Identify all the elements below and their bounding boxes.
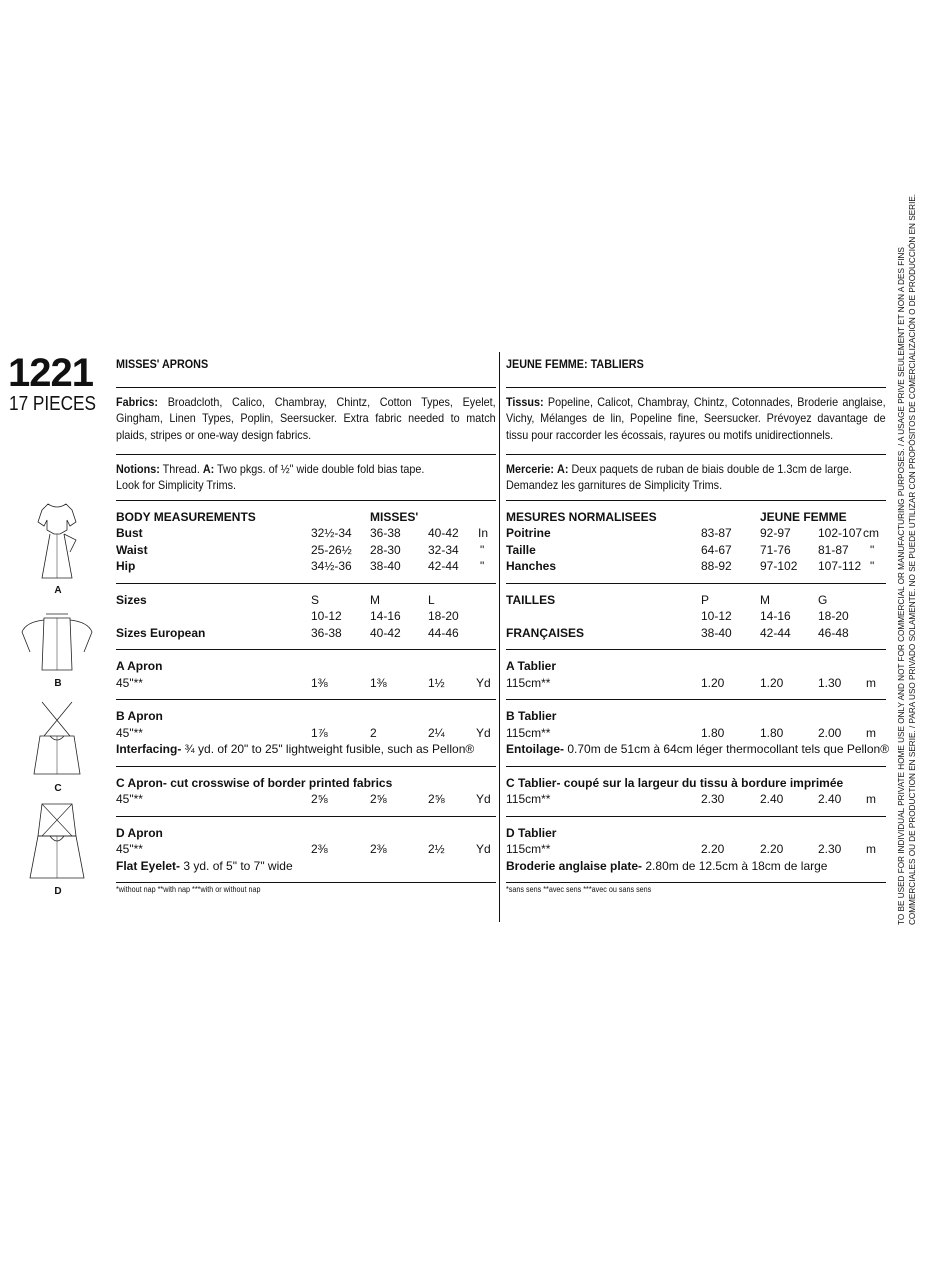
notions-line2: Demandez les garnitures de Simplicity Trims.	[506, 478, 723, 492]
notions-fr	[506, 455, 886, 500]
apron-b-fr: B Tablier 115cm** 1.80 1.80 2.00 m Entoilage- 0.70m de 51cm à 64cm léger thermocollant tels que Pellon®	[506, 709, 890, 756]
measure-row: Taille 64-67 71-76 81-87 "	[506, 542, 875, 557]
fabrics-en	[116, 388, 496, 454]
sizes-label: Sizes	[116, 592, 147, 607]
legal-line-1: TO BE USED FOR INDIVIDUAL PRIVATE HOME USE ONLY AND NOT FOR COMMERCIAL OR MANUFACTURING PURPOSES. / A USAGE PRIVE SEULEMENT ET NON A DES FINS	[897, 247, 906, 925]
measure-row: Hanches 88-92 97-102 107-112 "	[506, 559, 875, 573]
view-c-drawing	[20, 700, 95, 780]
footnote-fr: *sans sens **avec sens ***avec ou sans sens	[506, 885, 652, 894]
sizes-fr: TAILLES P M G 10-12 14-16 18-20 FRANÇAISES 38-40 42-44 46-48	[506, 592, 849, 640]
sizes-en: Sizes S M L 10-12 14-16 18-20 Sizes European 36-38 40-42 44-46	[116, 592, 459, 640]
notions-label: Mercerie:	[506, 461, 555, 476]
apron-c-en: C Apron- cut crosswise of border printed fabrics 45"** 2⅝ 2⅝ 2⅝ Yd	[116, 775, 491, 806]
view-b-drawing	[20, 612, 95, 674]
measure-row: Poitrine 83-87 92-97 102-107 cm	[506, 526, 879, 540]
view-d-drawing	[20, 800, 95, 882]
apron-a-fr: A Tablier 115cm** 1.20 1.20 1.30 m	[506, 659, 876, 690]
fabrics-label: Fabrics:	[116, 394, 159, 409]
fabrics-fr	[506, 388, 886, 454]
view-a-label: A	[54, 585, 62, 596]
euro-sizes-label: FRANÇAISES	[506, 625, 585, 640]
measure-row: Hip 34½-36 38-40 42-44 "	[116, 559, 485, 573]
apron-d-fr: D Tablier 115cm** 2.20 2.20 2.30 m Broderie anglaise plate- 2.80m de 12.5cm à 18cm de large	[506, 825, 876, 873]
english-column	[116, 350, 496, 895]
legal-line-2: COMMERCIALES OU DE PRODUCTION EN SERIE. / PARA USO PRIVADO SOLAMENTE. NO SE PUEDE UTILIZAR CON PROPÓSITOS DE COMERCIALIZACIÓN O DE PRODUCCIÓN EN SERIE.	[908, 193, 917, 925]
apron-c-fr: C Tablier- coupé sur la largeur du tissu à bordure imprimée 115cm** 2.30 2.40 2.40 m	[506, 775, 876, 806]
body-measurements-label: MESURES NORMALISEES	[506, 509, 657, 524]
body-measurements-label: BODY MEASUREMENTS	[116, 509, 256, 524]
apron-d-en: D Apron 45"** 2⅜ 2⅜ 2½ Yd Flat Eyelet- 3 yd. of 5" to 7" wide	[116, 825, 491, 873]
apron-a-en: A Apron 45"** 1⅜ 1⅜ 1½ Yd	[116, 659, 491, 690]
fabrics-text: Broadcloth, Calico, Chambray, Chintz, Cotton Types, Eyelet, Gingham, Linen Types, Poplin, Seersucker. Extra fabric needed to match plaids, stripes or one-way design fabrics.	[116, 394, 496, 442]
view-b-label: B	[54, 678, 62, 689]
apron-b-en: B Apron 45"** 1⅞ 2 2¼ Yd Interfacing- ¾ yd. of 20" to 25" lightweight fusible, such as Pellon®	[116, 709, 491, 756]
notions-a-text: Two pkgs. of ½" wide double fold bias tape.	[214, 461, 425, 476]
column-divider	[499, 352, 500, 922]
sizes-label: TAILLES	[506, 592, 556, 607]
measure-row: Bust 32½-34 36-38 40-42 In	[116, 526, 489, 540]
legal-notice	[896, 193, 918, 925]
size-group-label: MISSES'	[370, 509, 419, 524]
pattern-number: 1221	[8, 351, 93, 395]
fabrics-label: Tissus:	[506, 394, 544, 409]
measurements-en	[116, 501, 496, 583]
notions-text: Thread.	[159, 461, 203, 476]
notions-a: A:	[202, 461, 215, 476]
title-en: MISSES' APRONS	[116, 357, 209, 371]
euro-sizes-label: Sizes European	[116, 625, 206, 640]
pieces-count: 17 PIECES	[9, 393, 97, 415]
footnote-en: *without nap **with nap ***with or without nap	[116, 885, 261, 894]
notions-a-text: Deux paquets de ruban de biais double de 1.3cm de large.	[568, 461, 852, 476]
measurements-fr	[506, 501, 886, 583]
fabrics-text: Popeline, Calicot, Chambray, Chintz, Cotonnades, Broderie anglaise, Vichy, Mélanges de lin, Popeline fine, Seersucker. Prévoyez davantage de tissu pour raccorder les écossais, rayures ou motifs unidirectionnels.	[506, 394, 886, 442]
notions-label: Notions:	[116, 461, 160, 476]
size-group-label: JEUNE FEMME	[760, 509, 847, 524]
view-c-label: C	[54, 783, 62, 794]
notions-en	[116, 455, 496, 500]
view-d-label: D	[54, 886, 62, 897]
title-fr: JEUNE FEMME: TABLIERS	[506, 357, 644, 371]
notions-line2: Look for Simplicity Trims.	[116, 478, 237, 492]
french-column	[506, 350, 890, 895]
view-a-drawing	[20, 500, 95, 580]
notions-a: A:	[557, 461, 569, 476]
measure-row: Waist 25-26½ 28-30 32-34 "	[116, 542, 485, 557]
